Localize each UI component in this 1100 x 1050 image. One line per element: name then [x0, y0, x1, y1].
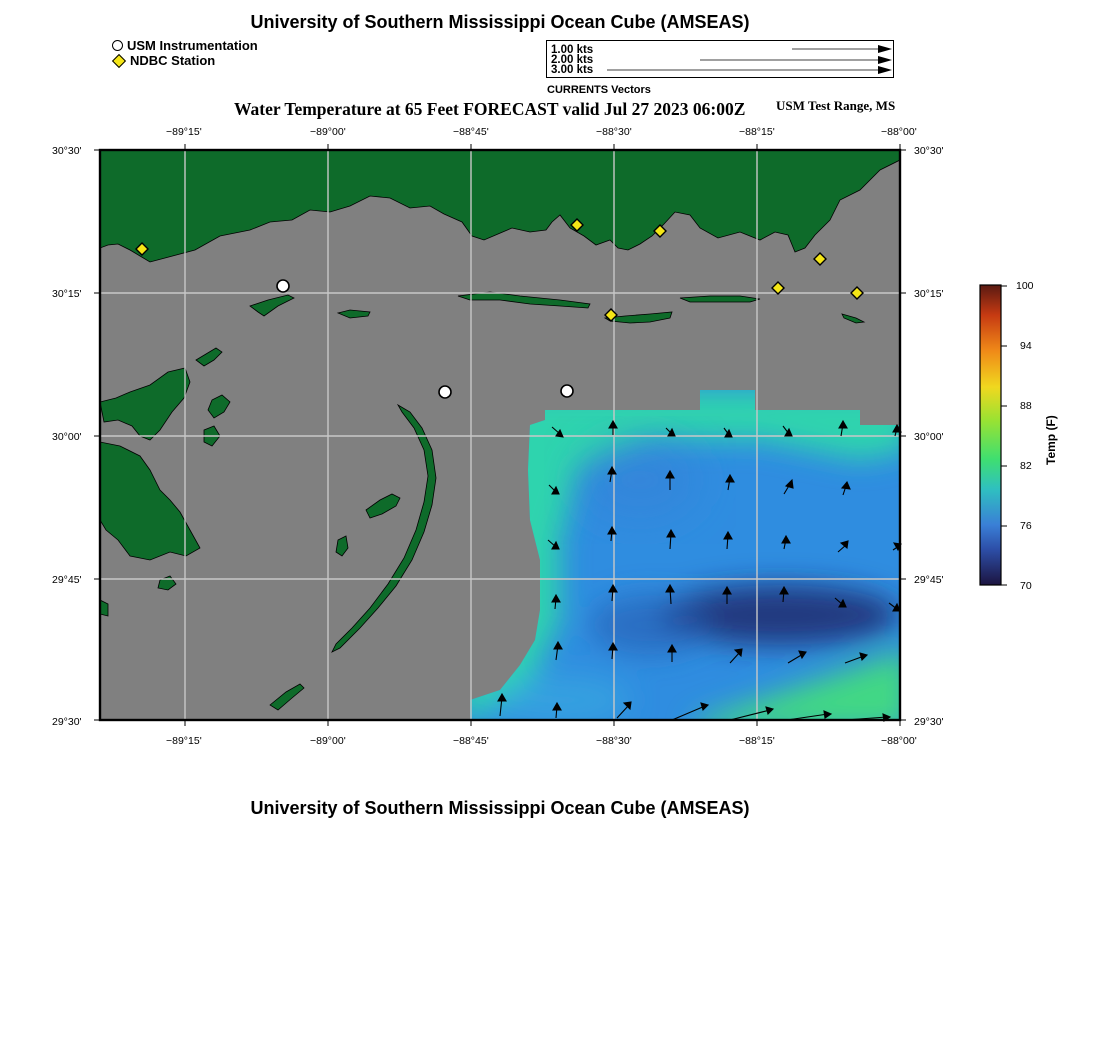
- lon-tick-top: −88°00': [881, 126, 917, 138]
- vector-key-arrowhead: [878, 56, 892, 64]
- vector-key-caption: CURRENTS Vectors: [547, 84, 651, 96]
- vector-key-arrowhead: [878, 45, 892, 53]
- lon-tick-top: −88°30': [596, 126, 632, 138]
- page-title: University of Southern Mississippi Ocean Cube (AMSEAS): [250, 12, 750, 32]
- usm-instrument-marker: [561, 385, 573, 397]
- vector-key-2kt: 2.00 kts: [551, 54, 594, 66]
- colorbar-tick: 82: [1020, 460, 1032, 472]
- lon-tick-bottom: −89°00': [310, 735, 346, 747]
- vector-key-3kt: 3.00 kts: [551, 64, 594, 76]
- lat-tick-right: 30°30': [914, 145, 944, 157]
- lat-tick-left: 30°30': [52, 145, 82, 157]
- legend-usm-label: USM Instrumentation: [127, 38, 258, 53]
- temperature-colorbar: [980, 285, 1001, 585]
- lon-tick-top: −89°00': [310, 126, 346, 138]
- colorbar-ticks: [1001, 286, 1007, 585]
- colorbar-tick: 76: [1020, 520, 1032, 532]
- vector-key-arrowhead: [878, 66, 892, 74]
- lon-tick-bottom: −88°00': [881, 735, 917, 747]
- lon-tick-bottom: −88°45': [453, 735, 489, 747]
- range-label: USM Test Range, MS: [776, 98, 896, 113]
- colorbar-tick: 94: [1020, 340, 1032, 352]
- lat-tick-right: 29°30': [914, 716, 944, 728]
- lon-tick-top: −89°15': [166, 126, 202, 138]
- lat-tick-left: 29°30': [52, 716, 82, 728]
- footer-title: University of Southern Mississippi Ocean Cube (AMSEAS): [250, 798, 750, 818]
- lat-tick-left: 30°00': [52, 431, 82, 443]
- colorbar-tick: 100: [1016, 280, 1034, 292]
- colorbar-title: Temp (F): [1044, 415, 1058, 465]
- vector-key-1kt: 1.00 kts: [551, 44, 594, 56]
- lat-tick-left: 30°15': [52, 288, 82, 300]
- map-subtitle: Water Temperature at 65 Feet FORECAST valid Jul 27 2023 06:00Z: [234, 99, 746, 119]
- lon-tick-bottom: −88°15': [739, 735, 775, 747]
- lat-tick-right: 30°00': [914, 431, 944, 443]
- usm-instrument-marker: [277, 280, 289, 292]
- lon-tick-bottom: −88°30': [596, 735, 632, 747]
- lon-tick-top: −88°45': [453, 126, 489, 138]
- lon-tick-bottom: −89°15': [166, 735, 202, 747]
- colorbar-tick: 88: [1020, 400, 1032, 412]
- lat-tick-right: 30°15': [914, 288, 944, 300]
- lon-tick-top: −88°15': [739, 126, 775, 138]
- usm-instrument-marker: [439, 386, 451, 398]
- vector-key-arrows: [607, 45, 892, 74]
- legend-ndbc-label: NDBC Station: [130, 53, 216, 68]
- lat-tick-left: 29°45': [52, 574, 82, 586]
- colorbar-tick: 70: [1020, 580, 1032, 592]
- barrier-island: [680, 296, 760, 302]
- lat-tick-right: 29°45': [914, 574, 944, 586]
